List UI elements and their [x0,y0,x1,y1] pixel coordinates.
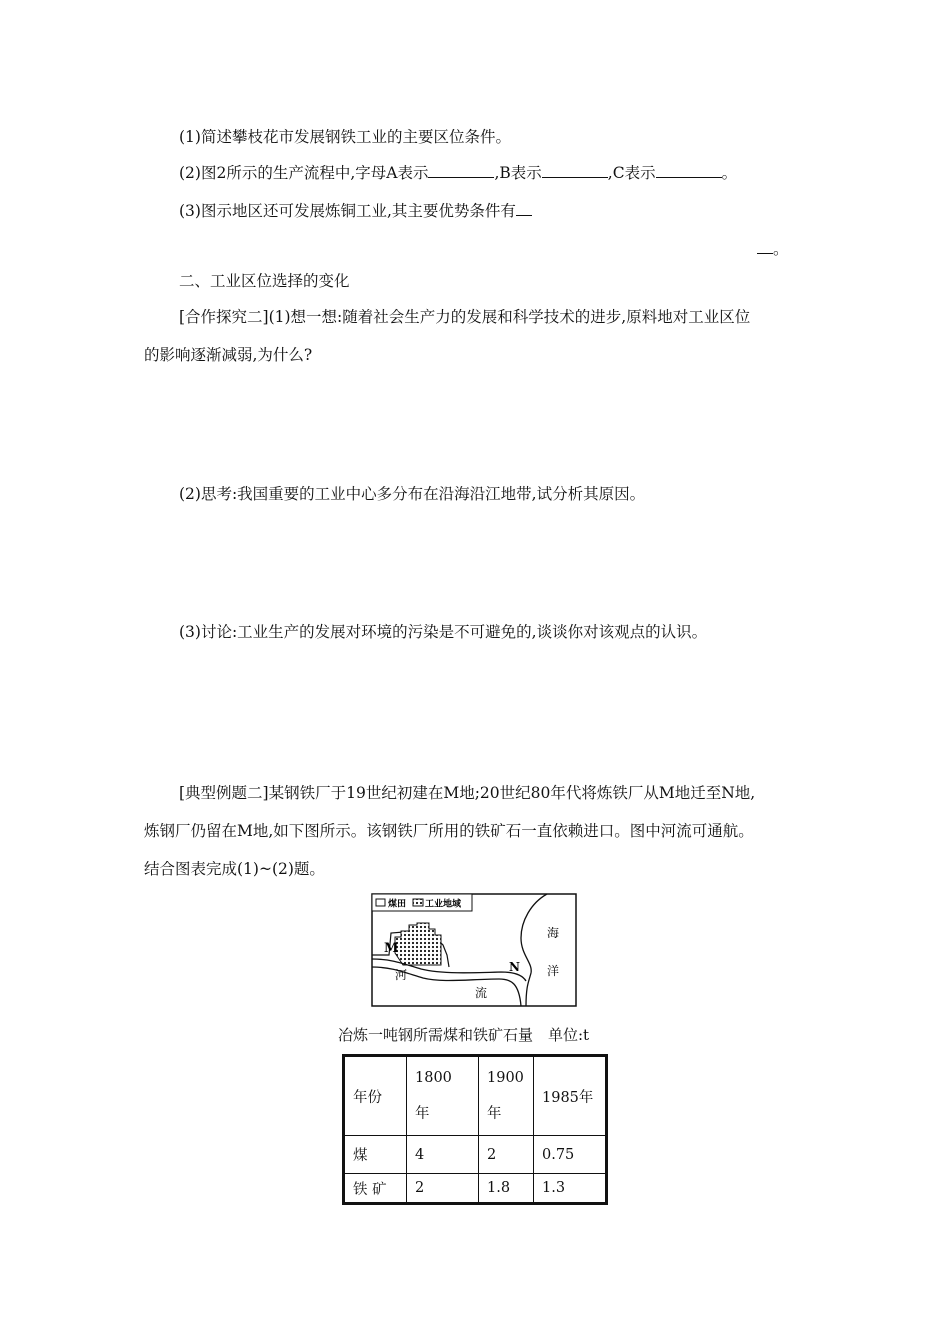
answer-blank-c[interactable] [656,163,722,178]
question-3 [179,201,532,221]
header-year: 年份 [344,1056,407,1136]
map-label-river-1: 河 [395,968,408,982]
legend-coal-label: 煤田 [388,898,407,909]
table-header-row [344,1056,607,1136]
answer-blank-b[interactable] [542,163,608,178]
header-1800: 1800 年 [407,1056,479,1136]
explore-question-3: (3)讨论:工业生产的发展对环境的污染是不可避免的,谈谈你对该观点的认识。 [179,623,708,641]
header-1985: 1985年 [534,1056,607,1136]
row-label-coal: 煤 [344,1136,407,1174]
question-3-end: 。 [773,240,789,258]
map-label-m: M [384,941,399,956]
question-3-continuation [757,239,789,259]
table-cell: 1.3 [534,1174,607,1204]
legend-industry-label: 工业地域 [425,898,462,909]
table-cell: 4 [407,1136,479,1174]
table-row [344,1174,607,1204]
example-line-1: [典型例题二]某钢铁厂于19世纪初建在M地;20世纪80年代将炼铁厂从M地迁至N地, [179,784,756,802]
map-label-sea-1: 海 [547,926,560,940]
header-1900: 1900 年 [479,1056,534,1136]
question-2-part-c: ,C表示 [607,164,656,182]
question-3-text: (3)图示地区还可发展炼铜工业,其主要优势条件有 [179,202,516,220]
explore-question-2: (2)思考:我国重要的工业中心多分布在沿海沿江地带,试分析其原因。 [179,485,646,503]
question-2 [179,163,737,183]
question-2-part-a: (2)图2所示的生产流程中,字母A表示 [179,164,429,182]
explore-line-1: [合作探究二](1)想一想:随着社会生产力的发展和科学技术的进步,原料地对工业区位 [179,308,751,326]
question-1: (1)简述攀枝花市发展钢铁工业的主要区位条件。 [179,128,511,146]
table-cell: 2 [479,1136,534,1174]
map-label-n: N [509,960,520,974]
map-label-river-2: 流 [475,986,488,1000]
table-row [344,1136,607,1174]
question-2-end: 。 [721,164,738,182]
map-label-sea-2: 洋 [547,964,560,978]
industry-legend-icon [413,899,423,906]
answer-blank-a[interactable] [428,163,494,178]
answer-blank-q3-start[interactable] [516,201,532,216]
section-title: 二、工业区位选择的变化 [179,272,350,290]
example-line-2: 炼钢厂仍留在M地,如下图所示。该钢铁厂所用的铁矿石一直依赖进口。图中河流可通航。 [144,822,754,840]
example-line-3: 结合图表完成(1)~(2)题。 [144,860,325,878]
answer-blank-q3-end[interactable] [757,239,773,254]
table-cell: 0.75 [534,1136,607,1174]
table-caption: 冶炼一吨钢所需煤和铁矿石量 单位:t [338,1026,590,1044]
coal-field-legend-icon [376,899,385,906]
row-label-iron: 铁 矿 [344,1174,407,1204]
table-cell: 2 [407,1174,479,1204]
data-table [342,1054,608,1205]
question-2-part-b: ,B表示 [494,164,542,182]
table-cell: 1.8 [479,1174,534,1204]
explore-line-2: 的影响逐渐减弱,为什么? [144,346,313,364]
location-map [371,893,577,1007]
